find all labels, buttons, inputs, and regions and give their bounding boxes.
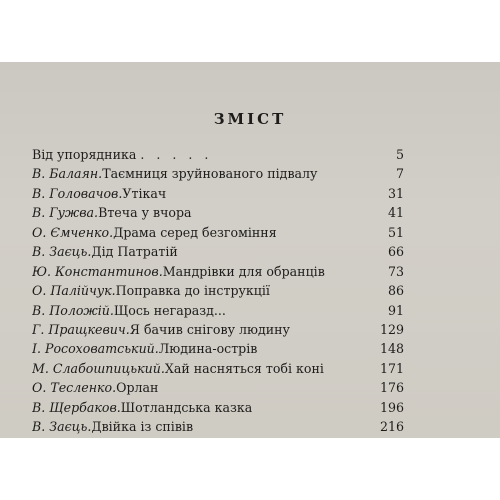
toc-title: Я бачив снігову людину — [129, 321, 290, 337]
toc-author: В. Гужва. — [32, 205, 99, 221]
toc-entry — [32, 341, 404, 360]
toc-page-number: 196 — [379, 399, 404, 415]
toc-dot-leader: . . . . . — [140, 147, 213, 162]
toc-entry — [32, 361, 404, 380]
toc-page-number: 73 — [387, 263, 404, 279]
toc-title: Щось негаразд... — [113, 302, 226, 318]
toc-page-number: 31 — [387, 185, 404, 201]
toc-title: Шотландська казка — [120, 399, 253, 415]
toc-entry — [32, 264, 404, 283]
toc-title: Орлан — [116, 380, 159, 396]
toc-entry — [32, 322, 404, 341]
toc-title: Дід Патратій — [91, 244, 178, 260]
toc-author: О. Тесленко. — [32, 380, 117, 396]
toc-entry — [32, 186, 404, 205]
toc-page-number: 51 — [387, 224, 404, 240]
toc-author: О. Ємченко. — [32, 224, 114, 240]
toc-title: Втеча у вчора — [98, 205, 192, 221]
toc-title: Драма серед безгоміння — [113, 224, 277, 240]
toc-title: Хай насняться тобі коні — [164, 360, 324, 376]
toc-page-number: 216 — [379, 419, 404, 435]
toc-page-number: 66 — [387, 244, 404, 260]
toc-author: М. Слабошпицький. — [32, 360, 165, 376]
toc-title: Таємниця зруйнованого підвалу — [102, 166, 318, 182]
toc-author: О. Палійчук. — [32, 283, 116, 299]
toc-title: Утікач — [122, 185, 167, 201]
toc-author: Г. Пращкевич. — [32, 321, 130, 337]
toc-author: В. Балаян. — [32, 166, 103, 182]
toc-page-number: 41 — [387, 205, 404, 221]
book-page — [0, 62, 500, 438]
toc-entry — [32, 147, 404, 166]
background-top — [0, 0, 500, 62]
toc-entry — [32, 400, 404, 419]
toc-page-number: 171 — [379, 360, 404, 376]
toc-entry — [32, 380, 404, 399]
toc-entry — [32, 303, 404, 322]
toc-author: І. Росоховатський. — [32, 341, 159, 357]
toc-page-number: 129 — [379, 321, 404, 337]
toc-title: Двійка із співів — [91, 419, 194, 435]
toc-author: В. Положій. — [32, 302, 114, 318]
toc-entry — [32, 244, 404, 263]
toc-page-number: 176 — [379, 380, 404, 396]
toc-page-number: 148 — [379, 341, 404, 357]
toc-author: В. Щербаков. — [32, 399, 121, 415]
toc-page-number: 86 — [387, 283, 404, 299]
toc-entry — [32, 419, 404, 438]
background-bottom — [0, 438, 500, 500]
toc-title: Мандрівки для обранців — [162, 263, 325, 279]
toc-page-number: 5 — [395, 147, 404, 162]
toc-entry — [32, 283, 404, 302]
toc-author: В. Головачов. — [32, 185, 123, 201]
table-of-contents — [32, 147, 404, 439]
toc-title: Поправка до інструкції — [115, 283, 270, 299]
toc-page-number: 7 — [395, 166, 404, 182]
toc-author: В. Заєць. — [32, 419, 92, 435]
toc-page-number: 91 — [387, 302, 404, 318]
page-title: ЗМІСТ — [213, 110, 287, 128]
toc-title: Від упорядника — [32, 147, 137, 162]
toc-entry — [32, 166, 404, 185]
toc-author: Ю. Константинов. — [32, 263, 163, 279]
toc-title: Людина-острів — [158, 341, 258, 357]
toc-entry — [32, 205, 404, 224]
toc-entry — [32, 225, 404, 244]
toc-author: В. Заєць. — [32, 244, 92, 260]
